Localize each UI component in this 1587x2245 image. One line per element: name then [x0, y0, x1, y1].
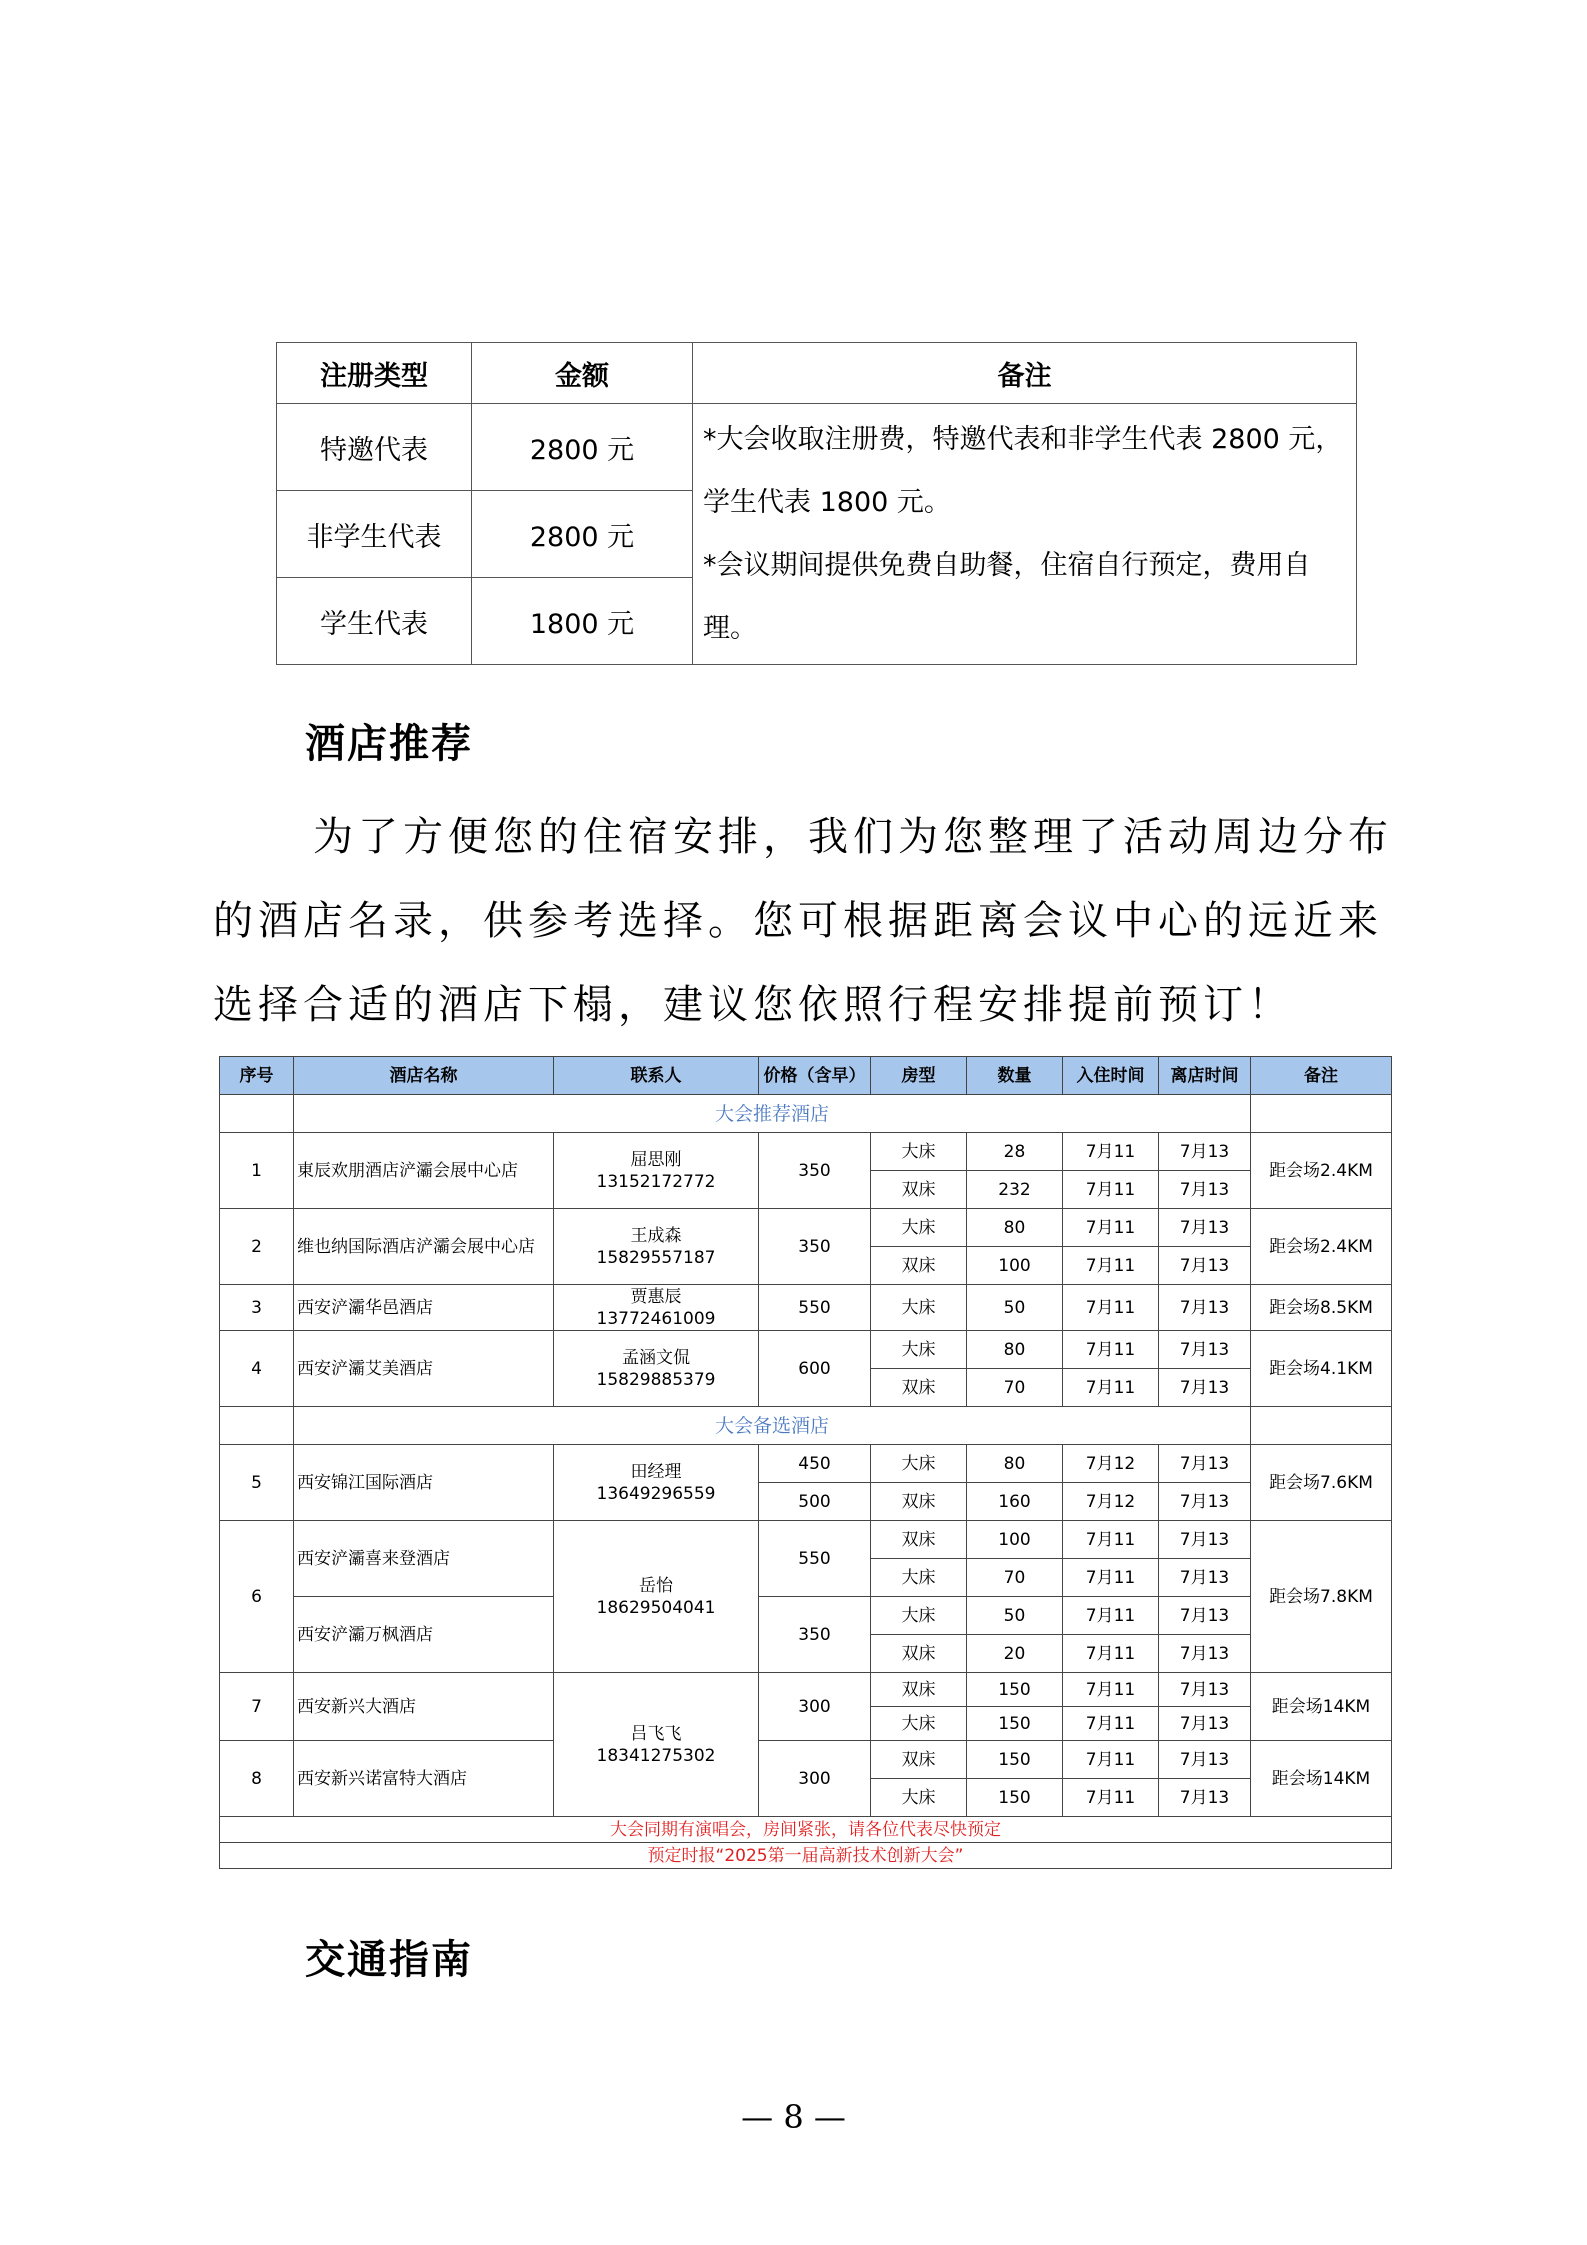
contact-name: 孟涵文侃: [622, 1347, 690, 1368]
hotel-contact: [554, 1521, 759, 1673]
check-in: 7月11: [1063, 1247, 1159, 1285]
room-qty: 50: [967, 1597, 1063, 1635]
hotel-name: 西安浐灞万枫酒店: [294, 1597, 554, 1673]
hotel-price: 350: [759, 1133, 871, 1209]
room-qty: 70: [967, 1369, 1063, 1407]
room-qty: 150: [967, 1707, 1063, 1741]
header-cell: 入住时间: [1063, 1057, 1159, 1095]
hotel-name: 西安浐灞喜来登酒店: [294, 1521, 554, 1597]
reg-note: [693, 404, 1357, 665]
note-line: 学生代表 1800 元。: [703, 487, 951, 518]
reg-type: 学生代表: [277, 578, 472, 665]
hotel-no: 5: [220, 1445, 294, 1521]
table-row: [220, 1741, 1392, 1779]
room-type: 双床: [871, 1741, 967, 1779]
hotel-price: 600: [759, 1331, 871, 1407]
check-out: 7月13: [1159, 1133, 1251, 1171]
reg-type: 非学生代表: [277, 491, 472, 578]
room-qty: 150: [967, 1741, 1063, 1779]
contact-phone: 13152172772: [596, 1171, 716, 1192]
room-type: 双床: [871, 1247, 967, 1285]
check-in: 7月11: [1063, 1171, 1159, 1209]
table-row: [220, 1209, 1392, 1247]
contact-name: 田经理: [630, 1461, 682, 1482]
hotel-name: 西安浐灞艾美酒店: [294, 1331, 554, 1407]
reg-type: 特邀代表: [277, 404, 472, 491]
check-in: 7月11: [1063, 1779, 1159, 1817]
intro-paragraph: 为了方便您的住宿安排，我们为您整理了活动周边分布的酒店名录，供参考选择。您可根据距离会议中心的远近来选择合适的酒店下榻，建议您依照行程安排提前预订！: [213, 814, 1393, 1028]
hotel-note: 距会场7.8KM: [1251, 1521, 1392, 1673]
check-in: 7月11: [1063, 1635, 1159, 1673]
reg-amount: 2800 元: [472, 404, 693, 491]
hotel-price: 350: [759, 1209, 871, 1285]
hotel-note: 距会场2.4KM: [1251, 1133, 1392, 1209]
hotel-contact: [554, 1285, 759, 1331]
section-row: [220, 1095, 1392, 1133]
contact-phone: 13649296559: [596, 1483, 716, 1504]
check-in: 7月12: [1063, 1445, 1159, 1483]
room-type: 双床: [871, 1369, 967, 1407]
hotel-no: 4: [220, 1331, 294, 1407]
hotel-no: 8: [220, 1741, 294, 1817]
room-type: 双床: [871, 1521, 967, 1559]
check-in: 7月11: [1063, 1673, 1159, 1707]
check-out: 7月13: [1159, 1741, 1251, 1779]
table-row: [220, 1133, 1392, 1171]
check-in: 7月11: [1063, 1597, 1159, 1635]
header-cell: 离店时间: [1159, 1057, 1251, 1095]
table-row: [220, 1597, 1392, 1635]
check-out: 7月13: [1159, 1635, 1251, 1673]
check-out: 7月13: [1159, 1559, 1251, 1597]
hotel-contact: [554, 1331, 759, 1407]
check-in: 7月11: [1063, 1331, 1159, 1369]
room-qty: 232: [967, 1171, 1063, 1209]
table-row: [220, 1673, 1392, 1707]
hotel-price: 500: [759, 1483, 871, 1521]
check-in: 7月11: [1063, 1285, 1159, 1331]
room-type: 大床: [871, 1559, 967, 1597]
check-in: 7月11: [1063, 1521, 1159, 1559]
hotel-name: 西安浐灞华邑酒店: [294, 1285, 554, 1331]
header-cell: 备注: [693, 343, 1357, 404]
footer-row: [220, 1817, 1392, 1843]
reg-amount: 1800 元: [472, 578, 693, 665]
reg-amount: 2800 元: [472, 491, 693, 578]
header-cell: 备注: [1251, 1057, 1392, 1095]
room-type: 大床: [871, 1209, 967, 1247]
section-heading-traffic: 交通指南: [305, 1936, 473, 1983]
check-out: 7月13: [1159, 1445, 1251, 1483]
check-in: 7月11: [1063, 1741, 1159, 1779]
check-out: 7月13: [1159, 1673, 1251, 1707]
empty-cell: [220, 1407, 294, 1445]
room-qty: 150: [967, 1673, 1063, 1707]
footer-note: 预定时报“2025第一届高新技术创新大会”: [220, 1843, 1392, 1869]
hotel-price: 550: [759, 1521, 871, 1597]
hotel-contact: [554, 1673, 759, 1817]
hotel-name: 西安锦江国际酒店: [294, 1445, 554, 1521]
header-cell: 数量: [967, 1057, 1063, 1095]
section-row: [220, 1407, 1392, 1445]
check-out: 7月13: [1159, 1369, 1251, 1407]
hotel-contact: [554, 1445, 759, 1521]
empty-cell: [1251, 1095, 1392, 1133]
room-qty: 80: [967, 1445, 1063, 1483]
check-in: 7月11: [1063, 1707, 1159, 1741]
footer-note: 大会同期有演唱会，房间紧张，请各位代表尽快预定: [220, 1817, 1392, 1843]
check-out: 7月13: [1159, 1483, 1251, 1521]
room-qty: 100: [967, 1521, 1063, 1559]
section-label: 大会备选酒店: [294, 1407, 1251, 1445]
room-qty: 80: [967, 1331, 1063, 1369]
hotel-no: 3: [220, 1285, 294, 1331]
contact-name: 岳怡: [639, 1575, 673, 1596]
room-qty: 70: [967, 1559, 1063, 1597]
header-cell: 酒店名称: [294, 1057, 554, 1095]
hotel-name: 西安新兴诺富特大酒店: [294, 1741, 554, 1817]
room-qty: 80: [967, 1209, 1063, 1247]
hotel-note: 距会场2.4KM: [1251, 1209, 1392, 1285]
check-in: 7月11: [1063, 1559, 1159, 1597]
hotel-table: [219, 1056, 1392, 1869]
header-cell: 房型: [871, 1057, 967, 1095]
table-header-row: [277, 343, 1357, 404]
room-type: 大床: [871, 1707, 967, 1741]
contact-name: 王成森: [630, 1225, 682, 1246]
check-out: 7月13: [1159, 1331, 1251, 1369]
hotel-name: 维也纳国际酒店浐灞会展中心店: [294, 1209, 554, 1285]
section-label: 大会推荐酒店: [294, 1095, 1251, 1133]
table-row: [220, 1285, 1392, 1331]
room-type: 双床: [871, 1635, 967, 1673]
hotel-no: 2: [220, 1209, 294, 1285]
check-in: 7月11: [1063, 1369, 1159, 1407]
hotel-name: 西安新兴大酒店: [294, 1673, 554, 1741]
hotel-note: 距会场14KM: [1251, 1673, 1392, 1741]
header-cell: 金额: [472, 343, 693, 404]
header-cell: 价格（含早）: [759, 1057, 871, 1095]
header-cell: 联系人: [554, 1057, 759, 1095]
room-type: 大床: [871, 1779, 967, 1817]
contact-name: 吕飞飞: [630, 1723, 682, 1744]
contact-phone: 18341275302: [596, 1745, 716, 1766]
empty-cell: [1251, 1407, 1392, 1445]
hotel-no: 1: [220, 1133, 294, 1209]
hotel-price: 550: [759, 1285, 871, 1331]
room-type: 双床: [871, 1673, 967, 1707]
hotel-price: 450: [759, 1445, 871, 1483]
contact-phone: 15829557187: [596, 1247, 716, 1268]
check-out: 7月13: [1159, 1779, 1251, 1817]
hotel-no: 6: [220, 1521, 294, 1673]
room-type: 大床: [871, 1133, 967, 1171]
empty-cell: [220, 1095, 294, 1133]
table-row: [220, 1521, 1392, 1559]
contact-name: 贾惠辰: [630, 1286, 682, 1307]
hotel-no: 7: [220, 1673, 294, 1741]
room-type: 大床: [871, 1285, 967, 1331]
contact-phone: 18629504041: [596, 1597, 716, 1618]
section-heading-hotels: 酒店推荐: [305, 720, 473, 767]
table-row: [220, 1331, 1392, 1369]
room-qty: 20: [967, 1635, 1063, 1673]
table-row: [277, 404, 1357, 491]
hotel-contact: [554, 1209, 759, 1285]
check-out: 7月13: [1159, 1707, 1251, 1741]
check-out: 7月13: [1159, 1247, 1251, 1285]
room-qty: 100: [967, 1247, 1063, 1285]
check-in: 7月11: [1063, 1209, 1159, 1247]
check-out: 7月13: [1159, 1209, 1251, 1247]
check-in: 7月11: [1063, 1133, 1159, 1171]
table-row: [220, 1445, 1392, 1483]
registration-table: [276, 342, 1357, 665]
room-type: 大床: [871, 1331, 967, 1369]
check-out: 7月13: [1159, 1597, 1251, 1635]
contact-name: 屈思刚: [630, 1149, 682, 1170]
room-qty: 160: [967, 1483, 1063, 1521]
hotel-note: 距会场8.5KM: [1251, 1285, 1392, 1331]
table-header-row: [220, 1057, 1392, 1095]
header-cell: 序号: [220, 1057, 294, 1095]
note-line: *大会收取注册费，特邀代表和非学生代表 2800 元，: [703, 424, 1343, 455]
room-type: 双床: [871, 1171, 967, 1209]
note-line: *会议期间提供免费自助餐，住宿自行预定，费用自理。: [703, 550, 1311, 644]
room-qty: 50: [967, 1285, 1063, 1331]
check-out: 7月13: [1159, 1285, 1251, 1331]
hotel-note: 距会场7.6KM: [1251, 1445, 1392, 1521]
check-in: 7月12: [1063, 1483, 1159, 1521]
page-number: — 8 —: [741, 2098, 846, 2136]
room-type: 大床: [871, 1445, 967, 1483]
check-out: 7月13: [1159, 1171, 1251, 1209]
check-out: 7月13: [1159, 1521, 1251, 1559]
contact-phone: 15829885379: [596, 1369, 716, 1390]
header-cell: 注册类型: [277, 343, 472, 404]
hotel-note: 距会场14KM: [1251, 1741, 1392, 1817]
hotel-price: 300: [759, 1673, 871, 1741]
hotel-price: 350: [759, 1597, 871, 1673]
room-type: 大床: [871, 1597, 967, 1635]
hotel-name: 東辰欢朋酒店浐灞会展中心店: [294, 1133, 554, 1209]
contact-phone: 13772461009: [596, 1308, 716, 1329]
hotel-contact: [554, 1133, 759, 1209]
hotel-note: 距会场4.1KM: [1251, 1331, 1392, 1407]
hotel-price: 300: [759, 1741, 871, 1817]
room-type: 双床: [871, 1483, 967, 1521]
room-qty: 28: [967, 1133, 1063, 1171]
room-qty: 150: [967, 1779, 1063, 1817]
footer-row: [220, 1843, 1392, 1869]
